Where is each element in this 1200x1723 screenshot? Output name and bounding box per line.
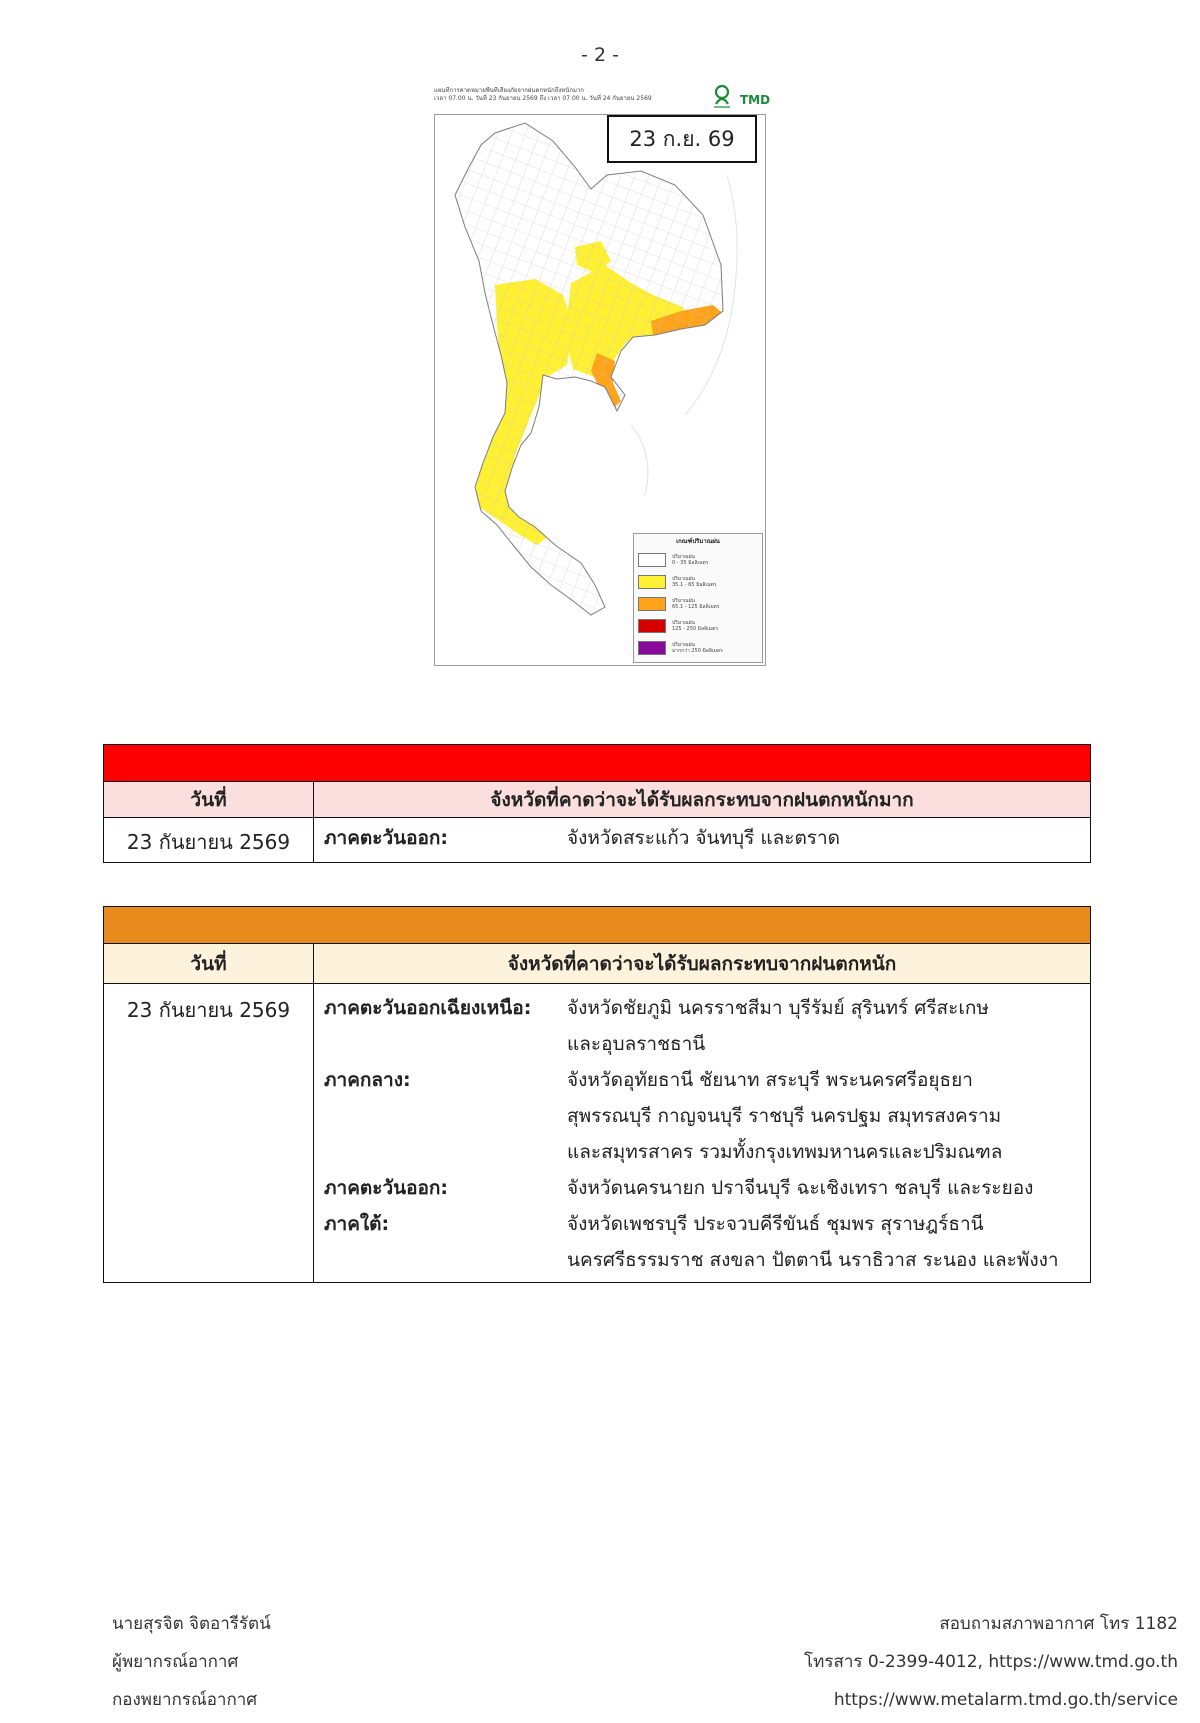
rain-risk-map xyxy=(432,82,776,666)
province-line: สุพรรณบุรี กาญจนบุรี ราชบุรี นครปฐม สมุทรสงคราม xyxy=(567,1105,1002,1127)
column-header-provinces: จังหวัดที่คาดว่าจะได้รับผลกระทบจากฝนตกหนักมาก xyxy=(314,782,1091,818)
heavy-rain-table xyxy=(103,906,1091,1283)
legend-range: มากกว่า 250 มิลลิเมตร xyxy=(672,648,723,654)
footer-signature xyxy=(112,1605,271,1719)
province-line: และอุบลราชธานี xyxy=(567,1033,706,1055)
forecaster-division: กองพยากรณ์อากาศ xyxy=(112,1690,258,1710)
map-caption-period: เวลา 07.00 น. วันที่ 23 กันยายน 2569 ถึง เวลา 07.00 น. วันที่ 24 กันยายน 2569 xyxy=(434,95,652,102)
column-header-provinces: จังหวัดที่คาดว่าจะได้รับผลกระทบจากฝนตกหนัก xyxy=(314,944,1091,984)
very-heavy-rain-color-bar xyxy=(104,745,1091,782)
very-heavy-rain-header-row xyxy=(104,782,1091,818)
legend-name: ปริมาณฝน xyxy=(672,620,695,626)
legend-item xyxy=(638,549,758,571)
legend-swatch-red xyxy=(638,619,666,633)
heavy-rain-header-row xyxy=(104,944,1091,984)
region-label: ภาคตะวันออก: xyxy=(324,827,449,849)
footer-contact xyxy=(804,1605,1178,1719)
date-cell: 23 กันยายน 2569 xyxy=(104,984,314,1283)
province-line: และสมุทรสาคร รวมทั้งกรุงเทพมหานครและปริมณฑล xyxy=(567,1141,1003,1163)
region-central xyxy=(324,1062,1080,1170)
legend-item xyxy=(638,615,758,637)
region-label: ภาคตะวันออก: xyxy=(324,1177,449,1199)
legend-range: 0 - 35 มิลลิเมตร xyxy=(672,560,709,566)
map-caption-title: แผนที่การคาดหมายพื้นที่เสี่ยงภัยจากฝนตกหนักถึงหนักมาก xyxy=(434,87,584,94)
region-east xyxy=(324,820,1080,856)
legend-range: 65.1 - 125 มิลลิเมตร xyxy=(672,604,720,610)
legend-name: ปริมาณฝน xyxy=(672,642,695,648)
column-header-date: วันที่ xyxy=(104,944,314,984)
map-legend xyxy=(633,533,763,663)
legend-title: เกณฑ์ปริมาณฝน xyxy=(676,538,720,545)
province-line: นครศรีธรรมราช สงขลา ปัตตานี นราธิวาส ระนอง และพังงา xyxy=(567,1249,1059,1271)
legend-swatch-purple xyxy=(638,641,666,655)
map-header xyxy=(432,82,776,114)
province-line: จังหวัดเพชรบุรี ประจวบคีรีขันธ์ ชุมพร สุราษฎร์ธานี xyxy=(567,1213,984,1235)
region-northeast xyxy=(324,990,1080,1062)
date-cell: 23 กันยายน 2569 xyxy=(104,818,314,863)
contact-fax-website[interactable]: โทรสาร 0-2399-4012, https://www.tmd.go.th xyxy=(804,1652,1178,1672)
legend-item xyxy=(638,637,758,659)
legend-range: 125 - 250 มิลลิเมตร xyxy=(672,626,719,632)
province-line: จังหวัดชัยภูมิ นครราชสีมา บุรีรัมย์ สุรินทร์ ศรีสะเกษ xyxy=(567,997,989,1019)
provinces-cell xyxy=(314,818,1091,863)
region-south xyxy=(324,1206,1080,1278)
legend-name: ปริมาณฝน xyxy=(672,554,695,560)
region-provinces xyxy=(567,1206,1080,1278)
page-number: - 2 - xyxy=(581,44,619,66)
legend-swatch-yellow xyxy=(638,575,666,589)
region-label: ภาคใต้: xyxy=(324,1213,390,1235)
region-label: ภาคกลาง: xyxy=(324,1069,411,1091)
map-date-box: 23 ก.ย. 69 xyxy=(607,115,757,163)
very-heavy-rain-table xyxy=(103,744,1091,863)
region-provinces xyxy=(567,1062,1080,1170)
legend-name: ปริมาณฝน xyxy=(672,598,695,604)
legend-swatch-orange xyxy=(638,597,666,611)
tmd-logo-icon xyxy=(706,82,776,114)
column-header-date: วันที่ xyxy=(104,782,314,818)
province-line: จังหวัดอุทัยธานี ชัยนาท สระบุรี พระนครศรีอยุธยา xyxy=(567,1069,973,1091)
legend-range: 35.1 - 65 มิลลิเมตร xyxy=(672,582,717,588)
region-label: ภาคตะวันออกเฉียงเหนือ: xyxy=(324,997,532,1019)
table-row xyxy=(104,818,1091,863)
heavy-rain-color-bar xyxy=(104,907,1091,944)
legend-swatch-white xyxy=(638,553,666,567)
region-provinces xyxy=(567,1170,1080,1206)
contact-phone: สอบถามสภาพอากาศ โทร 1182 xyxy=(939,1614,1178,1634)
map-caption xyxy=(434,87,702,103)
map-frame xyxy=(434,114,766,666)
tmd-logo-text: TMD xyxy=(740,93,771,107)
region-provinces xyxy=(567,990,1080,1062)
region-provinces: จังหวัดสระแก้ว จันทบุรี และตราด xyxy=(567,827,841,849)
province-line: จังหวัดนครนายก ปราจีนบุรี ฉะเชิงเทรา ชลบุรี และระยอง xyxy=(567,1177,1034,1199)
legend-name: ปริมาณฝน xyxy=(672,576,695,582)
region-east xyxy=(324,1170,1080,1206)
provinces-cell xyxy=(314,984,1091,1283)
table-row xyxy=(104,984,1091,1283)
forecaster-title: ผู้พยากรณ์อากาศ xyxy=(112,1652,239,1672)
legend-item xyxy=(638,593,758,615)
legend-item xyxy=(638,571,758,593)
contact-service-link[interactable]: https://www.metalarm.tmd.go.th/service xyxy=(833,1690,1178,1710)
forecaster-name: นายสุรจิต จิตอารีรัตน์ xyxy=(112,1614,271,1634)
